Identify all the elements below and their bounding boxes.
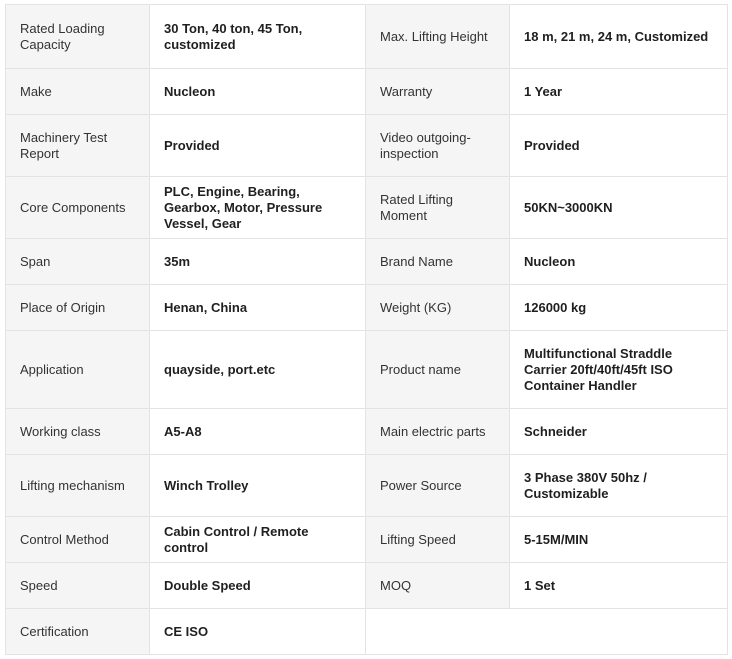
spec-label: Rated Lifting Moment (366, 177, 510, 239)
spec-value: Double Speed (150, 563, 366, 609)
spec-label: Speed (6, 563, 150, 609)
spec-label: Working class (6, 409, 150, 455)
table-row (6, 239, 728, 285)
spec-value: 50KN~3000KN (510, 177, 728, 239)
spec-value: 18 m, 21 m, 24 m, Customized (510, 5, 728, 69)
spec-label: Power Source (366, 455, 510, 517)
spec-value: Winch Trolley (150, 455, 366, 517)
table-row (6, 177, 728, 239)
table-row (6, 563, 728, 609)
spec-value: Nucleon (510, 239, 728, 285)
spec-value: 3 Phase 380V 50hz / Customizable (510, 455, 728, 517)
spec-table (5, 4, 728, 655)
spec-label: Brand Name (366, 239, 510, 285)
spec-value: 5-15M/MIN (510, 517, 728, 563)
spec-label: Rated Loading Capacity (6, 5, 150, 69)
spec-label: Product name (366, 331, 510, 409)
spec-value: quayside, port.etc (150, 331, 366, 409)
spec-value: A5-A8 (150, 409, 366, 455)
table-row (6, 609, 728, 655)
spec-value: Multifunctional Straddle Carrier 20ft/40ft/45ft ISO Container Handler (510, 331, 728, 409)
spec-value: 1 Year (510, 69, 728, 115)
spec-value: 126000 kg (510, 285, 728, 331)
spec-label: Max. Lifting Height (366, 5, 510, 69)
spec-label: Video outgoing-inspection (366, 115, 510, 177)
spec-label: Span (6, 239, 150, 285)
table-row (6, 455, 728, 517)
spec-value: Henan, China (150, 285, 366, 331)
table-row (6, 285, 728, 331)
spec-value: PLC, Engine, Bearing, Gearbox, Motor, Pressure Vessel, Gear (150, 177, 366, 239)
spec-label: Weight (KG) (366, 285, 510, 331)
spec-label: MOQ (366, 563, 510, 609)
spec-value: CE ISO (150, 609, 366, 655)
spec-value: Provided (150, 115, 366, 177)
spec-label: Core Components (6, 177, 150, 239)
spec-label: Lifting mechanism (6, 455, 150, 517)
table-row (6, 115, 728, 177)
spec-label: Make (6, 69, 150, 115)
spec-label: Main electric parts (366, 409, 510, 455)
table-row (6, 409, 728, 455)
spec-label: Certification (6, 609, 150, 655)
table-row (6, 69, 728, 115)
spec-label: Machinery Test Report (6, 115, 150, 177)
spec-value: 30 Ton, 40 ton, 45 Ton, customized (150, 5, 366, 69)
spec-value: Schneider (510, 409, 728, 455)
table-row (6, 5, 728, 69)
spec-label: Application (6, 331, 150, 409)
table-row (6, 331, 728, 409)
spec-label: Lifting Speed (366, 517, 510, 563)
spec-label: Control Method (6, 517, 150, 563)
spec-label: Warranty (366, 69, 510, 115)
spec-label: Place of Origin (6, 285, 150, 331)
spec-value: Cabin Control / Remote control (150, 517, 366, 563)
spec-value: 1 Set (510, 563, 728, 609)
spec-value: 35m (150, 239, 366, 285)
spec-value: Provided (510, 115, 728, 177)
table-row (6, 517, 728, 563)
spec-value: Nucleon (150, 69, 366, 115)
empty-cell (366, 609, 728, 655)
